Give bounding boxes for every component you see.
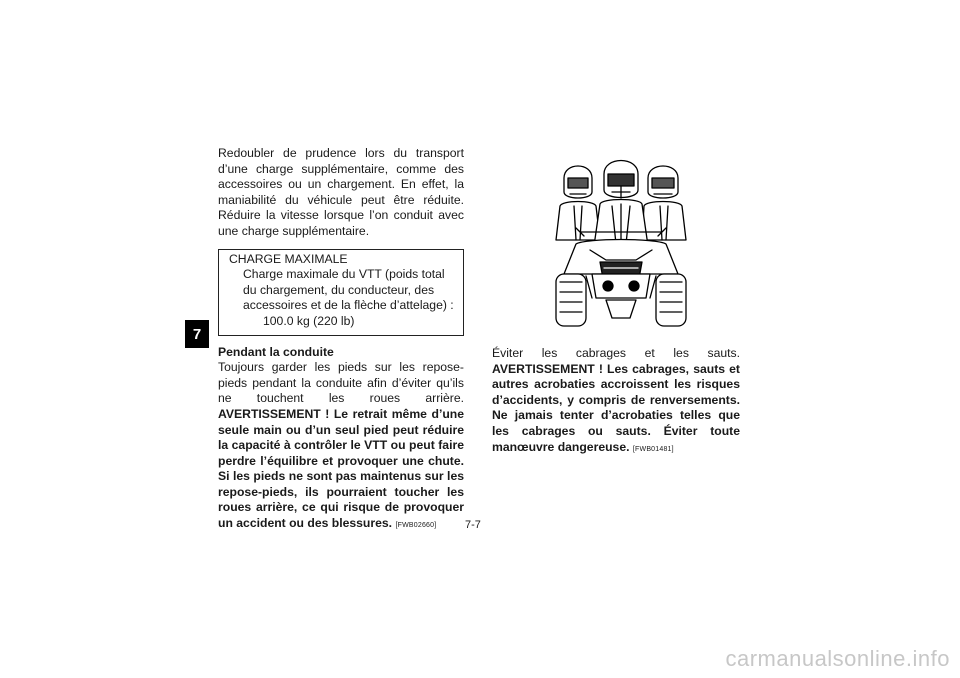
- page-number: 7-7: [465, 519, 481, 531]
- helmet-center-icon: [604, 161, 638, 199]
- left-column: [218, 146, 464, 534]
- atv-riders-illustration: [546, 148, 696, 338]
- warning-code: [FWB02660]: [395, 522, 437, 530]
- jumps-body: Éviter les cabrages et les sauts.: [492, 346, 740, 360]
- riding-body: Toujours garder les pieds sur les repose-pieds pendant la conduite afin d’éviter qu’ils ne touchent les roues arrière.: [218, 360, 464, 406]
- helmet-left-icon: [564, 166, 592, 198]
- riding-warning: AVERTISSEMENT ! Le retrait même d’une seule main ou d’un seul pied peut réduire la capacité à contrôler le VTT ou peut faire perdre l’équilibre et provoquer une chute. Si les pieds ne sont pas maintenus sur les repose-pieds, ils pourraient toucher les roues arrière, ce qui risque de provoquer un accident ou des blessures.: [218, 406, 464, 531]
- riding-paragraph: [218, 360, 464, 534]
- max-load-box: [218, 249, 464, 336]
- jumps-warning: AVERTISSEMENT ! Les cabrages, sauts et autres acrobaties accroissent les risques d’accidents, y compris de renversements. Ne jamais tenter d’acrobaties telles que les cabrages ou sauts. Éviter toute manœuvre dangereuse.: [492, 361, 740, 454]
- helmet-right-icon: [648, 166, 678, 198]
- section-title: Pendant la conduite: [218, 344, 334, 359]
- warning-code-right: [FWB01481]: [632, 445, 674, 453]
- max-load-value: 100.0 kg (220 lb): [263, 313, 355, 328]
- wheel-left-icon: [556, 274, 586, 326]
- max-load-description: Charge maximale du VTT (poids total du chargement, du conducteur, des accessoires et de la flèche d’attelage) :: [243, 267, 454, 313]
- right-column: [492, 346, 740, 457]
- intro-paragraph: Redoubler de prudence lors du transport d’une charge supplémentaire, comme des accessoires ou un chargement. En effet, la maniabilité du véhicule peut être réduite. Réduire la vitesse lorsque l’on conduit avec une charge supplémentaire.: [218, 146, 464, 238]
- jumps-paragraph: [492, 346, 740, 457]
- max-load-title: CHARGE MAXIMALE: [229, 251, 348, 266]
- chapter-tab: 7: [185, 320, 209, 348]
- wheel-right-icon: [656, 274, 686, 326]
- watermark: carmanualsonline.info: [725, 646, 950, 671]
